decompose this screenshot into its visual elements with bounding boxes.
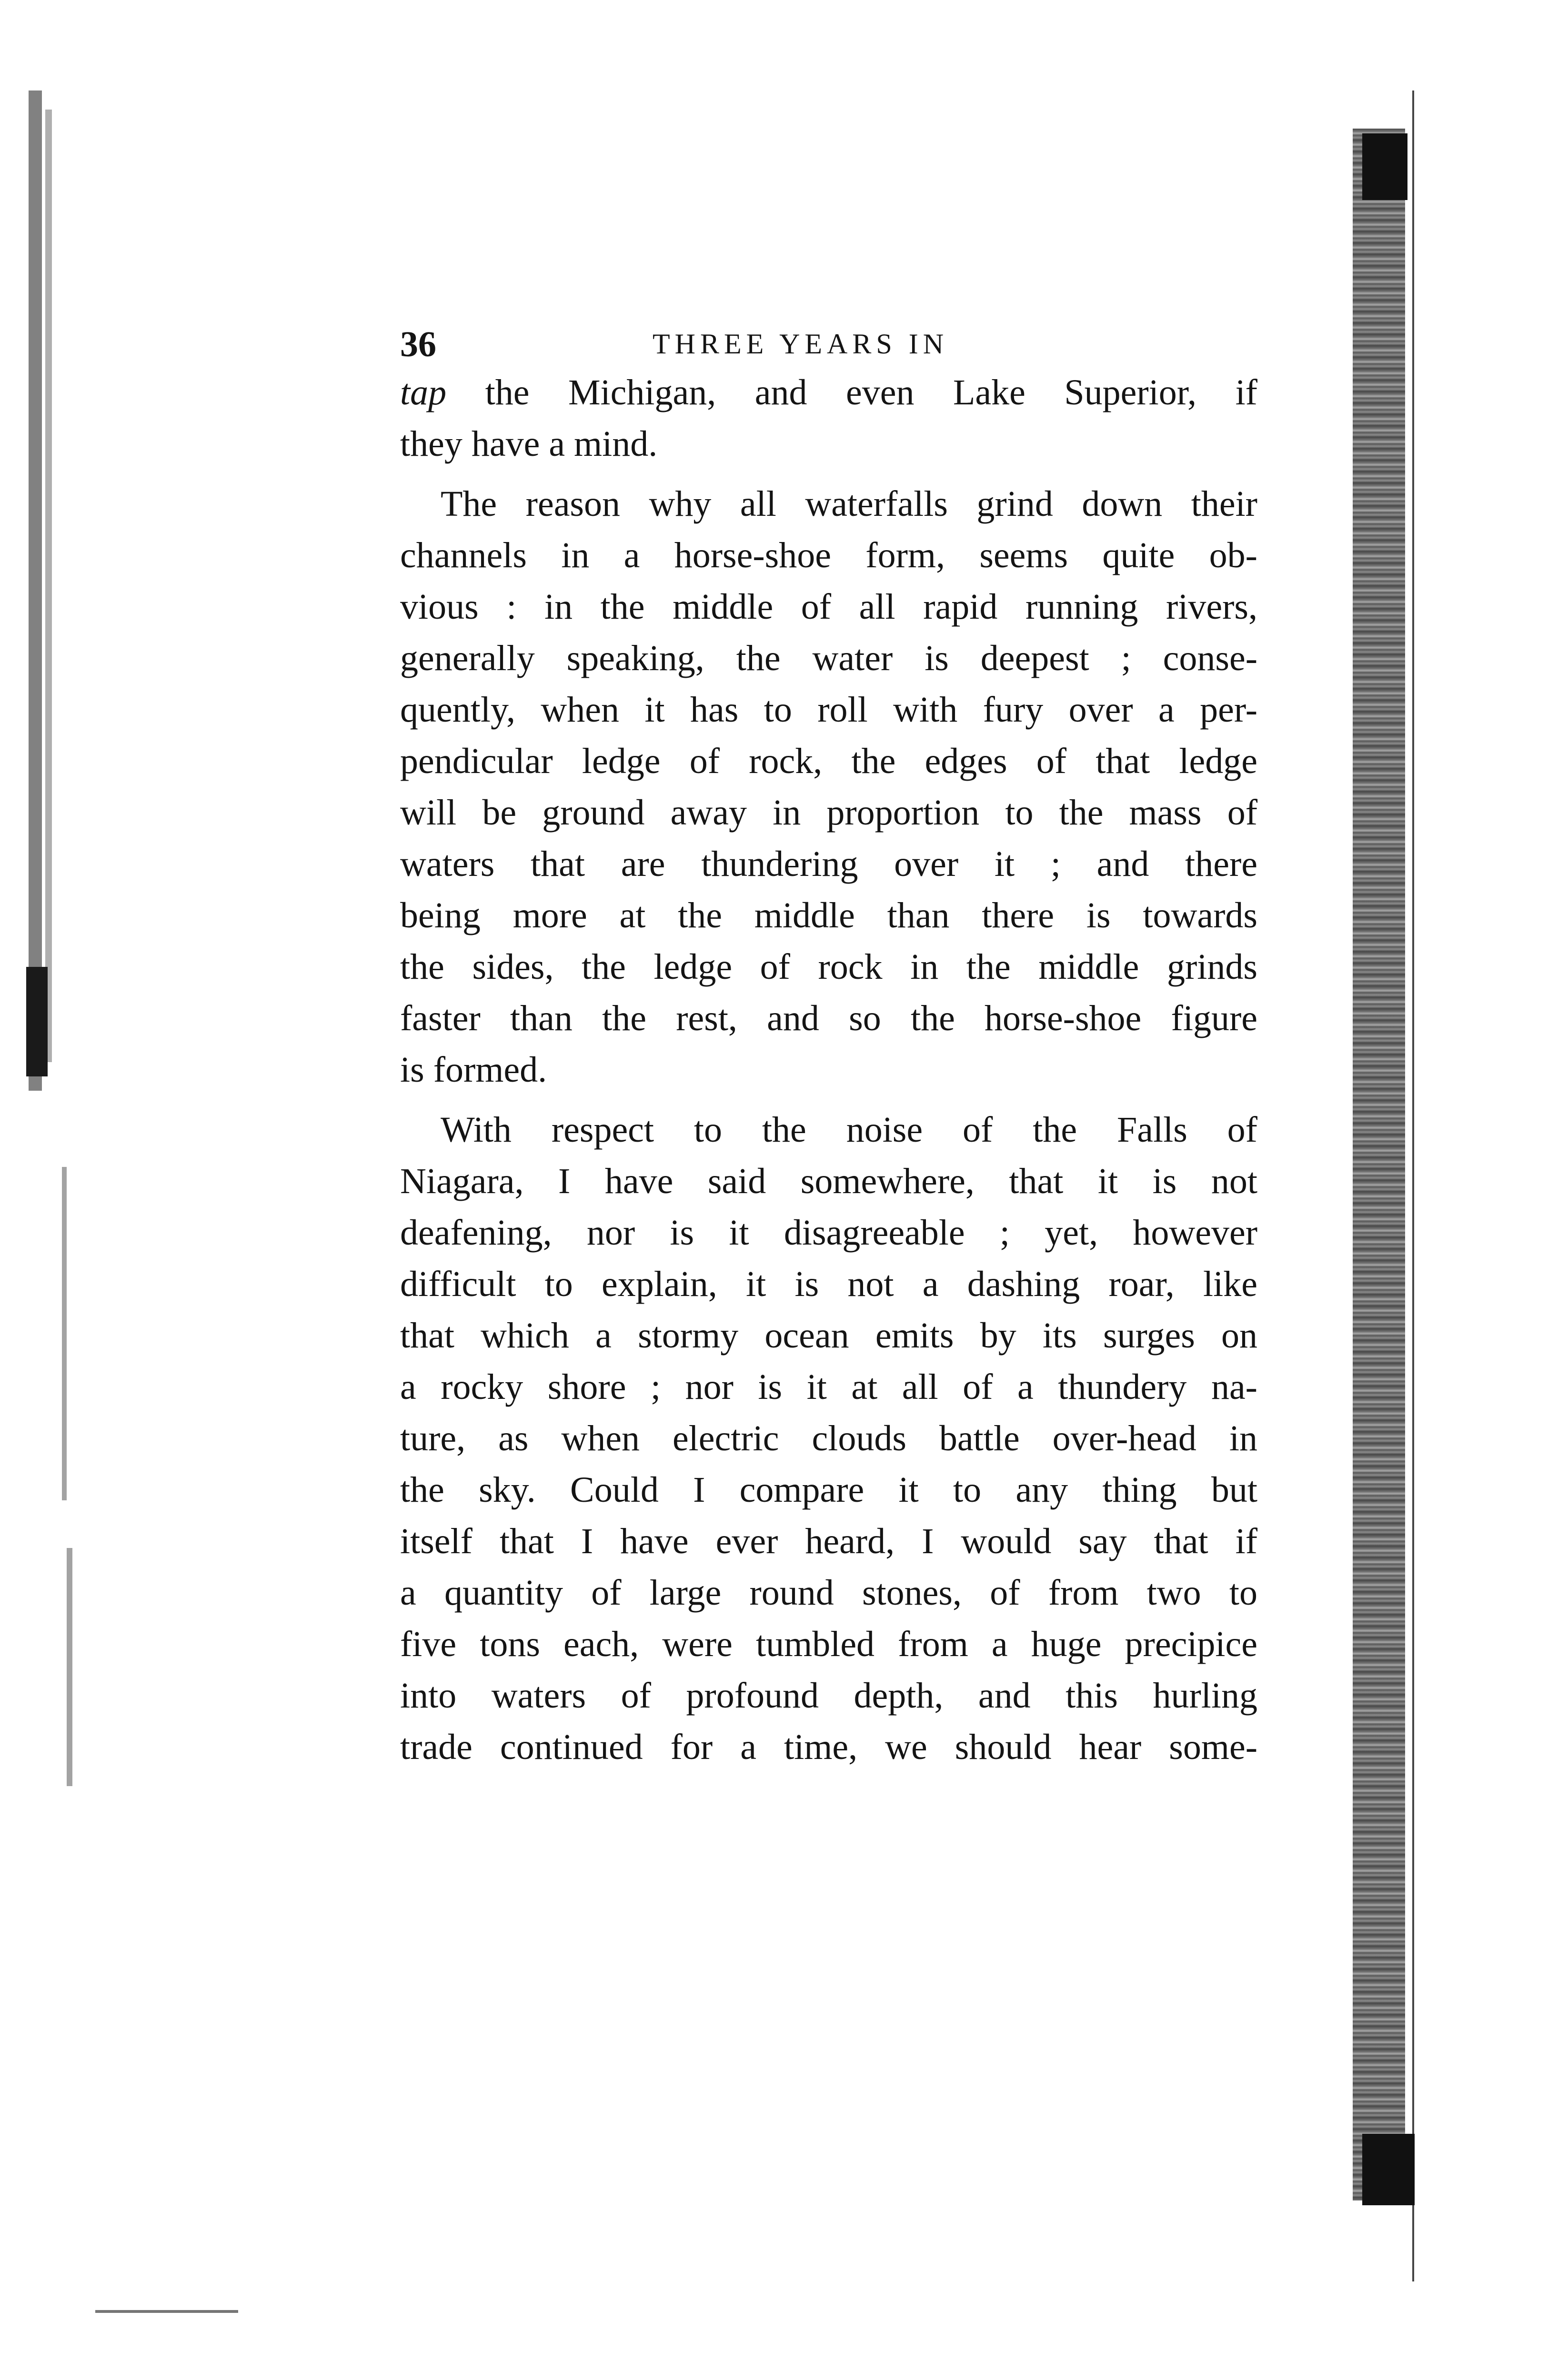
text-line: a quantity of large round stones, of from two to: [400, 1573, 1257, 1613]
book-spine-shadow: [1353, 129, 1405, 2200]
text-line: Niagara, I have said somewhere, that it is not: [400, 1161, 1257, 1201]
text-line: the sky. Could I compare it to any thing but: [400, 1470, 1257, 1510]
text-line: five tons each, were tumbled from a huge precipice: [400, 1624, 1257, 1664]
text-line: generally speaking, the water is deepest ; conse-: [400, 638, 1257, 678]
text-line: vious : in the middle of all rapid running rivers,: [400, 587, 1257, 627]
text-line: ture, as when electric clouds battle over-head in: [400, 1418, 1257, 1458]
text-line: being more at the middle than there is towards: [400, 895, 1257, 935]
text-line: waters that are thundering over it ; and there: [400, 844, 1257, 884]
text-line: tap the Michigan, and even Lake Superior, if: [400, 372, 1257, 412]
text-line: the sides, the ledge of rock in the middle grinds: [400, 947, 1257, 987]
left-gutter-scan-artifact: [0, 71, 110, 2334]
text-line: that which a stormy ocean emits by its surges on: [400, 1316, 1257, 1356]
spine-dark-bottom: [1362, 2134, 1415, 2205]
text-line: a rocky shore ; nor is it at all of a thundery na-: [400, 1367, 1257, 1407]
text-line: faster than the rest, and so the horse-shoe figure: [400, 998, 1257, 1038]
text-line: trade continued for a time, we should hear some-: [400, 1727, 1257, 1767]
text-line: is formed.: [400, 1050, 547, 1090]
text-line: channels in a horse-shoe form, seems quite ob-: [400, 535, 1257, 575]
text-line: into waters of profound depth, and this hurling: [400, 1676, 1257, 1716]
spine-dark-top: [1362, 133, 1407, 200]
text-line: With respect to the noise of the Falls of: [441, 1110, 1257, 1150]
body-text: [400, 367, 1257, 1773]
text-line: will be ground away in proportion to the mass of: [400, 793, 1257, 833]
running-head-title: THREE YEARS IN: [653, 328, 949, 360]
text-line: they have a mind.: [400, 424, 658, 464]
text-line: difficult to explain, it is not a dashing roar, like: [400, 1264, 1257, 1304]
page-edge-line: [1412, 90, 1414, 2281]
text-line: itself that I have ever heard, I would say that if: [400, 1521, 1257, 1561]
next-page-fragment: [1429, 0, 1568, 2371]
page-number: 36: [400, 324, 436, 364]
running-head: [400, 314, 1257, 367]
book-page: [400, 314, 1257, 1773]
text-line: deafening, nor is it disagreeable ; yet, however: [400, 1213, 1257, 1253]
text-line: pendicular ledge of rock, the edges of that ledge: [400, 741, 1257, 781]
text-line: quently, when it has to roll with fury over a per-: [400, 690, 1257, 730]
text-line: The reason why all waterfalls grind down their: [441, 484, 1257, 524]
